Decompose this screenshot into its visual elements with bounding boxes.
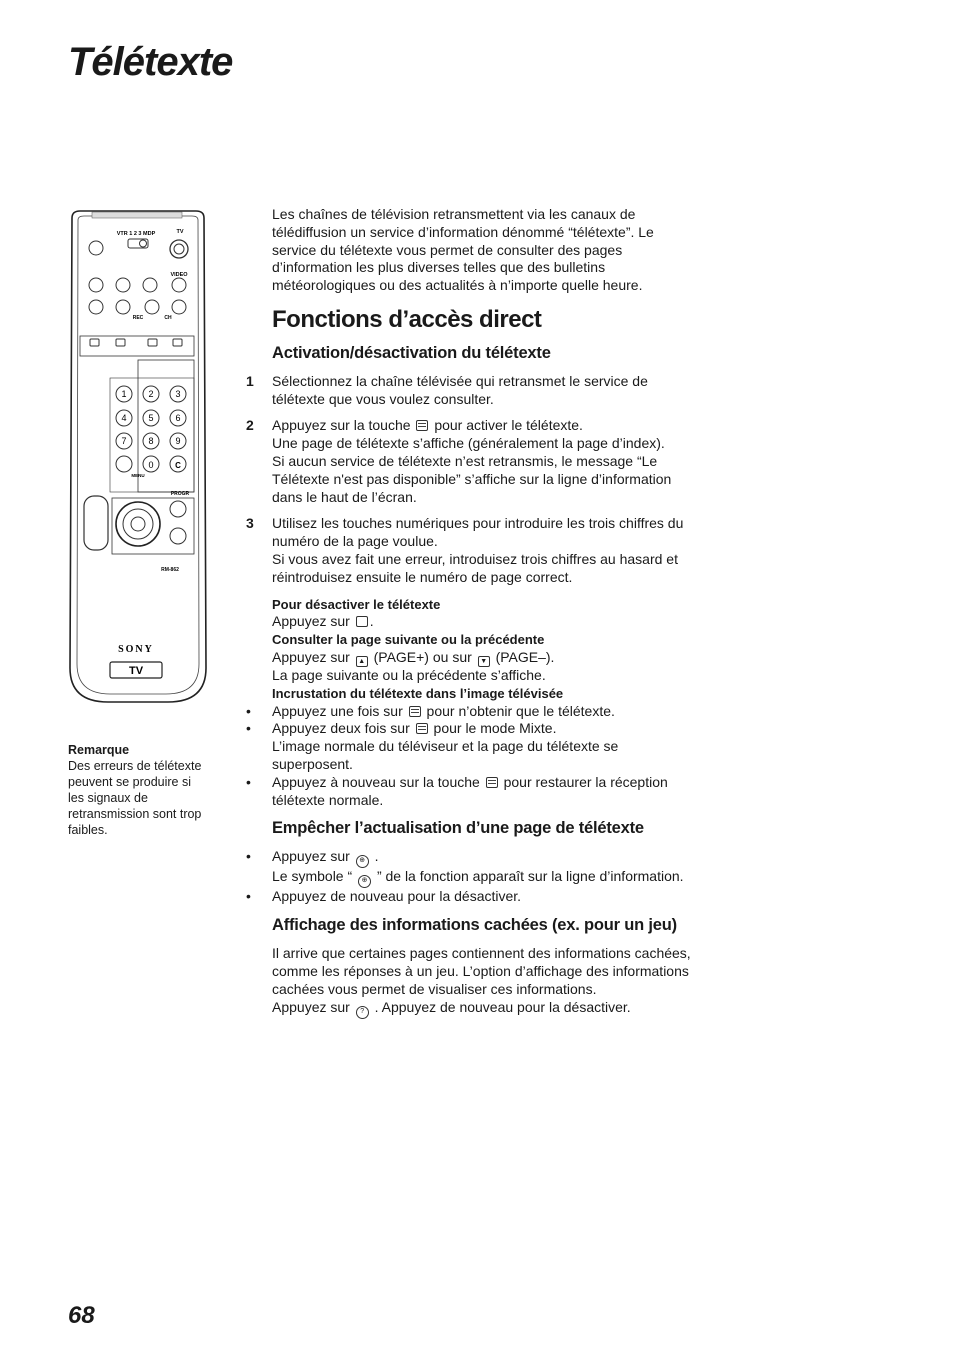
step-number: 2 [246,417,254,434]
remote-key-3: 3 [175,389,181,399]
remote-key-0: 0 [148,460,154,470]
bullet: • [246,888,251,905]
step-text: Une page de télétexte s’affiche (généralement la page d’index). [272,435,665,452]
step-3 [246,515,692,586]
page-up-icon: ▲ [356,656,368,667]
step-text: Utilisez les touches numériques pour introduire les trois chiffres du numéro de la page voulue. [272,515,684,550]
nextprev-title: Consulter la page suivante ou la précédente [272,632,545,648]
bullet: • [246,702,251,719]
bullet: • [246,720,251,737]
remote-key-8: 8 [148,436,154,446]
bullet-item: • Appuyez sur ⊕ . Le symbole “ ⊕ ” de la fonction apparaît sur la ligne d’information. [272,848,692,888]
reveal-text: Appuyez sur ? . Appuyez de nouveau pour la désactiver. [272,999,692,1019]
remote-key-4: 4 [121,413,127,423]
section-title: Fonctions d’accès direct [272,305,542,333]
teletext-icon [416,420,428,431]
nextprev-text: Appuyez sur ▲ (PAGE+) ou sur ▼ (PAGE–). [272,648,555,665]
remote-key-9: 9 [175,436,181,446]
reveal-icon: ? [356,1006,369,1019]
teletext-icon [409,706,421,717]
teletext-icon [416,723,428,734]
bullet-item: • Appuyez de nouveau pour la désactiver. [246,888,522,905]
step-number: 1 [246,372,254,389]
page-down-icon: ▼ [478,656,490,667]
intro-paragraph: Les chaînes de télévision retransmettent via les canaux de télédiffusion un service d’information dénommé “télétexte”. Le service du télétexte vous permet de consulter des pages d’information les plus diverses telles que des bulletins météorologiques ou des actualités à n’importe quelle heure. [272,206,654,294]
remote-key-7: 7 [121,436,127,446]
step-text: Si aucun service de télétexte n’est retransmis, le message “Le Télétexte n'est pas disponible” s’affiche sur la ligne d’information dans le haut de l’écran. [272,452,672,505]
heading-reveal: Affichage des informations cachées (ex. pour un jeu) [272,916,677,935]
remote-key-c: C [175,461,181,470]
note-title: Remarque [68,743,130,757]
teletext-icon [486,777,498,788]
page-number: 68 [68,1302,95,1329]
step-2 [246,417,692,506]
deactivate-title: Pour désactiver le télétexte [272,596,441,612]
nextprev-text: La page suivante ou la précédente s’affiche. [272,666,546,683]
remote-video-label: VIDEO [170,272,188,278]
remote-key-2: 2 [148,389,154,399]
remote-model-label: RM-862 [161,567,179,573]
page-title: Télétexte [68,40,233,84]
note-box [68,742,208,838]
note-text: Des erreurs de télétexte peuvent se produire si les signaux de retransmission sont trop faibles. [68,759,202,837]
remote-brand-logo: SONY [118,644,154,655]
bullet-item: • Appuyez deux fois sur pour le mode Mixte. L’image normale du téléviseur et la page du télétexte se superposent. [246,720,619,772]
remote-progr-label: PROGR [170,491,190,497]
step-text: Appuyez sur la touche pour activer le télétexte. [272,417,583,434]
remote-key-6: 6 [175,413,181,423]
step-number: 3 [246,515,254,532]
remote-key-5: 5 [148,413,154,423]
tv-mode-icon [356,616,368,627]
deactivate-text: Appuyez sur . [272,613,374,630]
heading-hold: Empêcher l’actualisation d’une page de télétexte [272,819,644,838]
main-content [246,206,692,1019]
step-text: Sélectionnez la chaîne télévisée qui retransmet le service de télétexte que vous voulez consulter. [272,372,648,407]
remote-rec-label: REC [132,315,144,321]
bullet: • [246,848,251,865]
overlay-title: Incrustation du télétexte dans l’image télévisée [272,685,564,701]
remote-tv-button-label: TV [128,665,144,677]
remote-menu-label: MENU [131,473,145,478]
heading-activation: Activation/désactivation du télétexte [272,343,551,362]
hold-icon: ⊕ [358,875,371,888]
bullet: • [246,773,251,790]
step-1 [246,372,692,409]
bullet-item: • Appuyez une fois sur pour n’obtenir que le télétexte. [246,702,615,719]
hold-icon: ⊕ [356,855,369,868]
remote-control-illustration [68,208,208,706]
remote-vtr-label: VTR 1 2 3 MDP [116,231,156,237]
bullet-item: • Appuyez à nouveau sur la touche pour restaurer la réception télétexte normale. [246,773,668,808]
reveal-text: Il arrive que certaines pages contiennent des informations cachées, comme les réponses à un jeu. L’option d’affichage des informations cachées vous permet de visualiser ces informations. [272,945,691,997]
remote-tv-label: TV [176,229,184,235]
remote-ch-label: CH [164,315,172,321]
step-text: Si vous avez fait une erreur, introduisez trois chiffres au hasard et réintroduisez ensuite le numéro de page correct. [272,550,678,585]
remote-key-1: 1 [121,389,127,399]
